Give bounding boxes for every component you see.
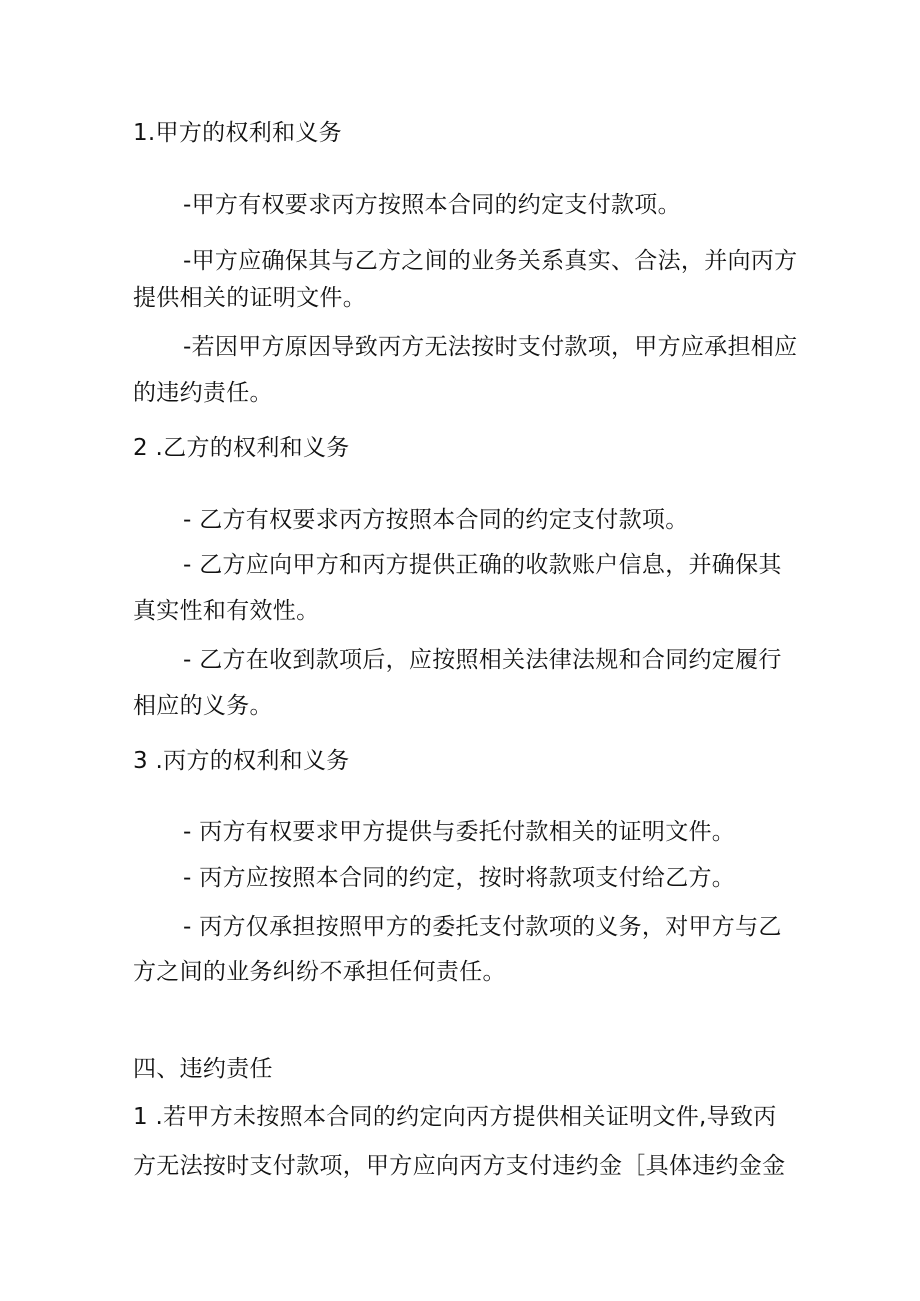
clause-text-continued: 相应的义务。: [133, 693, 273, 719]
clause-text-continued: 提供相关的证明文件。: [133, 285, 366, 311]
section-heading: 3 .丙方的权利和义务: [133, 748, 350, 774]
clause-text: -甲方应确保其与乙方之间的业务关系真实、合法，并向丙方: [183, 248, 798, 274]
section-heading: 1.甲方的权利和义务: [133, 120, 342, 146]
clause-text: - 乙方在收到款项后，应按照相关法律法规和合同约定履行: [183, 647, 782, 673]
clause-text: - 乙方有权要求丙方按照本合同的约定支付款项。: [183, 507, 689, 533]
clause-text-continued: 真实性和有效性。: [133, 598, 320, 624]
clause-text: - 丙方有权要求甲方提供与委托付款相关的证明文件。: [183, 819, 736, 845]
clause-text: -甲方有权要求丙方按照本合同的约定支付款项。: [183, 192, 681, 218]
clause-text: 1 .若甲方未按照本合同的约定向丙方提供相关证明文件,导致丙: [133, 1104, 777, 1130]
clause-text: - 丙方仅承担按照甲方的委托支付款项的义务，对甲方与乙: [183, 914, 782, 940]
clause-text: - 乙方应向甲方和丙方提供正确的收款账户信息，并确保其: [183, 552, 782, 578]
clause-text: - 丙方应按照本合同的约定，按时将款项支付给乙方。: [183, 865, 736, 891]
clause-text-continued: 方无法按时支付款项，甲方应向丙方支付违约金［具体违约金金: [133, 1153, 786, 1179]
chapter-heading: 四、违约责任: [133, 1056, 273, 1082]
section-heading: 2 .乙方的权利和义务: [133, 435, 350, 461]
clause-text-continued: 的违约责任。: [133, 380, 273, 406]
clause-text: -若因甲方原因导致丙方无法按时支付款项，甲方应承担相应: [183, 334, 798, 360]
clause-text-continued: 方之间的业务纠纷不承担任何责任。: [133, 959, 506, 985]
